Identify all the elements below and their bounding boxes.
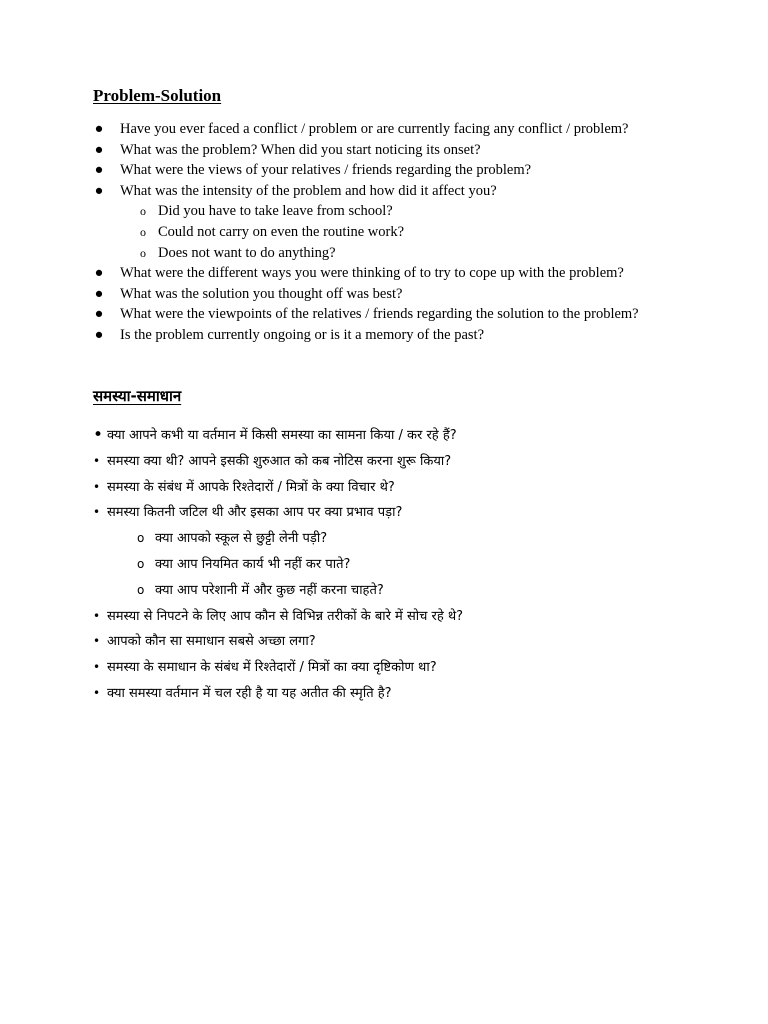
question-text: Is the problem currently ongoing or is it a memory of the past? — [120, 326, 485, 343]
list-item — [93, 681, 733, 707]
list-item — [93, 284, 733, 305]
bullet-icon: ● — [94, 265, 104, 282]
list-item — [93, 263, 733, 284]
list-item — [93, 119, 733, 140]
list-item — [93, 449, 733, 475]
sub-list-item — [93, 222, 733, 243]
english-section-title: Problem-Solution — [93, 86, 222, 105]
bullet-icon: • — [93, 608, 101, 623]
list-item — [93, 500, 733, 526]
bullet-icon: • — [93, 685, 101, 700]
question-text: आपको कौन सा समाधान सबसे अच्छा लगा? — [107, 634, 316, 650]
question-text: समस्या कितनी जटिल थी और इसका आप पर क्या प्रभाव पड़ा? — [107, 505, 403, 521]
sub-question-text: क्या आप नियमित कार्य भी नहीं कर पाते? — [155, 556, 351, 572]
hindi-section-title: समस्या-समाधान — [93, 387, 182, 405]
sub-question-text: क्या आप परेशानी में और कुछ नहीं करना चाहते? — [155, 582, 384, 598]
list-item — [93, 629, 733, 655]
sub-list-item — [93, 578, 733, 604]
bullet-icon: ● — [94, 162, 104, 179]
circle-bullet-icon: o — [140, 245, 146, 260]
question-text: What was the solution you thought off was best? — [120, 285, 403, 302]
bullet-icon: ● — [94, 326, 104, 343]
bullet-icon: • — [93, 425, 104, 445]
question-text: What was the intensity of the problem and how did it affect you? — [120, 182, 497, 199]
question-text: क्या आपने कभी या वर्तमान में किसी समस्या का सामना किया / कर रहे हैं? — [107, 428, 457, 443]
question-text: What were the views of your relatives / friends regarding the problem? — [120, 162, 532, 179]
bullet-icon: ● — [94, 141, 104, 158]
question-text: क्या समस्या वर्तमान में चल रही है या यह अतीत की स्मृति है? — [107, 685, 392, 701]
list-item — [93, 181, 733, 202]
list-item — [93, 304, 733, 325]
sub-list-item — [93, 552, 733, 578]
question-text: What were the viewpoints of the relatives / friends regarding the solution to the problem? — [120, 306, 639, 323]
english-question-list — [93, 119, 733, 346]
list-item — [93, 325, 733, 346]
bullet-icon: • — [93, 453, 101, 468]
circle-bullet-icon: o — [140, 224, 146, 239]
question-text: What was the problem? When did you start noticing its onset? — [120, 141, 481, 158]
bullet-icon: ● — [94, 306, 104, 323]
bullet-icon: • — [93, 660, 101, 675]
list-item — [93, 475, 733, 501]
bullet-icon: ● — [94, 285, 104, 302]
circle-bullet-icon: o — [137, 582, 145, 597]
question-text: समस्या क्या थी? आपने इसकी शुरुआत को कब नोटिस करना शुरू किया? — [107, 453, 452, 469]
list-item — [93, 160, 733, 181]
sub-question-text: Could not carry on even the routine work? — [158, 223, 405, 240]
sub-question-text: Did you have to take leave from school? — [158, 203, 393, 220]
circle-bullet-icon: o — [137, 556, 145, 571]
list-item — [93, 140, 733, 161]
question-text: समस्या के संबंध में आपके रिश्तेदारों / मित्रों के क्या विचार थे? — [107, 479, 395, 495]
list-item — [93, 604, 733, 630]
sub-question-text: क्या आपको स्कूल से छुट्टी लेनी पड़ी? — [155, 531, 328, 547]
sub-question-text: Does not want to do anything? — [158, 244, 336, 261]
sub-list-item — [93, 526, 733, 552]
circle-bullet-icon: o — [140, 204, 146, 219]
question-text: समस्या से निपटने के लिए आप कौन से विभिन्न तरीकों के बारे में सोच रहे थे? — [107, 608, 464, 624]
sub-list-item — [93, 201, 733, 222]
bullet-icon: • — [93, 505, 101, 520]
bullet-icon: • — [93, 479, 101, 494]
question-text: What were the different ways you were thinking of to try to cope up with the problem? — [120, 265, 624, 282]
list-item — [93, 655, 733, 681]
list-item — [93, 423, 733, 449]
question-text: Have you ever faced a conflict / problem or are currently facing any conflict / problem? — [120, 121, 629, 137]
sub-list-item — [93, 243, 733, 264]
bullet-icon: ● — [94, 182, 104, 199]
hindi-question-list — [93, 423, 733, 707]
question-text: समस्या के समाधान के संबंध में रिश्तेदारों / मित्रों का क्या दृष्टिकोण था? — [107, 660, 437, 676]
circle-bullet-icon: o — [137, 531, 145, 546]
bullet-icon: ● — [94, 121, 104, 137]
bullet-icon: • — [93, 634, 101, 649]
